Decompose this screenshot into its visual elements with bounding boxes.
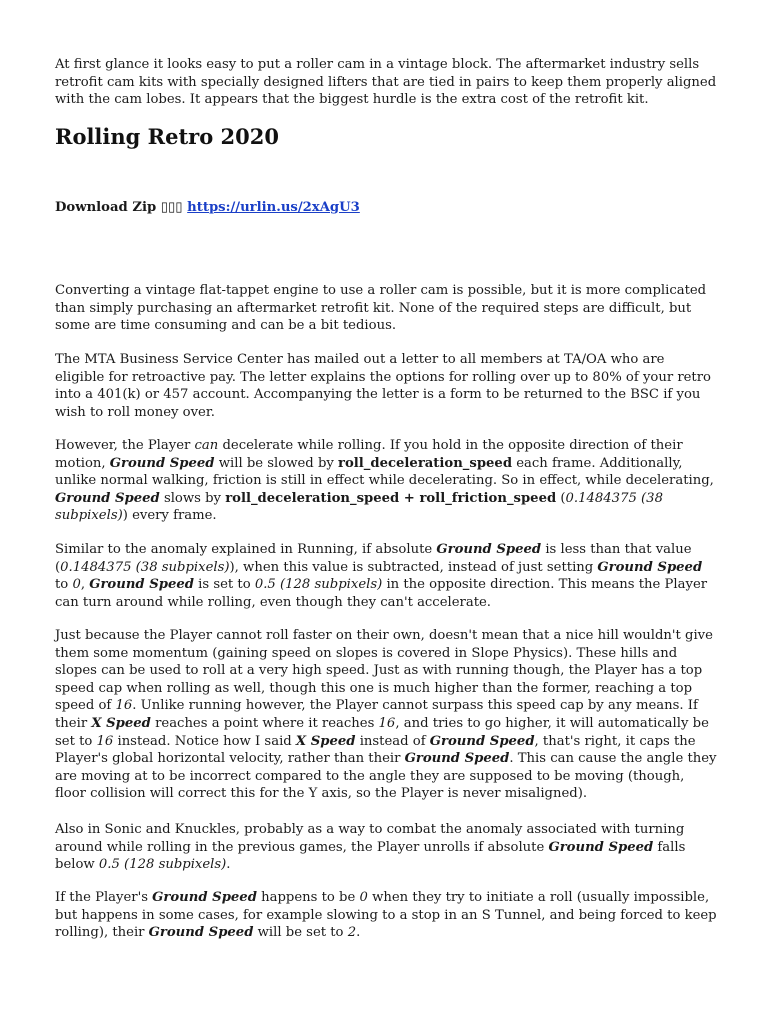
term-ground-speed: Ground Speed [148,925,254,941]
term-ground-speed: Ground Speed [89,577,194,593]
download-link[interactable]: https://urlin.us/2xAgU3 [187,200,360,215]
download-line [55,199,717,217]
paragraph-mta: The MTA Business Service Center has mailed out a letter to all members at TA/OA who are eligible for retroactive pay. The letter explains the options for rolling over up to 80% of your retro into a 401(k) or 457 account. Accompanying the letter is a form to be returned to the BSC if you wish to roll money over. [55,352,711,420]
paragraph-sonic-knuckles: Also in Sonic and Knuckles, probably as a way to combat the anomaly associated with turning around while rolling in the previous games, the Player unrolls if absolute Ground Speed falls below 0.5 (128 subpixels). [55,822,686,873]
paragraph-deceleration: However, the Player can decelerate while rolling. If you hold in the opposite direction of their motion, Ground Speed will be slowed by roll_deceleration_speed each frame. Additionally, unlike normal walking, friction is still in effect while decelerating. So in effect, while decelerating, Ground Speed slows by roll_deceleration_speed + roll_friction_speed (0.1484375 (38 subpixels)) every frame. [55,438,714,524]
term-x-speed: X Speed [91,715,151,731]
term-ground-speed: Ground Speed [548,839,654,855]
term-ground-speed: Ground Speed [109,455,215,471]
paragraph-speed-cap: Just because the Player cannot roll faster on their own, doesn't mean that a nice hill wouldn't give them some momentum (gaining speed on slopes is covered in Slope Physics). These hills and slopes can be used to roll at a very high speed. Just as with running though, the Player has a top speed cap when rolling as well, though this one is much higher than the former, reaching a top speed of 16. Unlike running however, the Player cannot surpass this speed cap by any means. If their X Speed reaches a point where it reaches 16, and tries to go higher, it will automatically be set to 16 instead. Notice how I said X Speed instead of Ground Speed, that's right, it caps the Player's global horizontal velocity, rather than their Ground Speed. This can cause the angle they are moving at to be incorrect compared to the angle they are supposed to be moving (though, floor collision will correct this for the Y axis, so the Player is never misaligned). [55,628,717,802]
download-label: Download Zip [55,200,157,215]
download-glyphs: ▯▯▯ [160,200,183,215]
term-ground-speed: Ground Speed [436,542,542,557]
term-ground-speed: Ground Speed [152,890,257,905]
term-roll-deceleration-speed: roll_deceleration_speed [338,455,513,471]
term-x-speed: X Speed [295,733,356,749]
intro-paragraph: At first glance it looks easy to put a roller cam in a vintage block. The aftermarket industry sells retrofit cam kits with specially designed lifters that are tied in pairs to keep them properly aligned with the cam lobes. It appears that the biggest hurdle is the extra cost of the retrofit kit. [55,57,717,108]
term-ground-speed: Ground Speed [55,490,160,506]
page-title: Rolling Retro 2020 [55,124,279,149]
paragraph-initiate-roll: If the Player's Ground Speed happens to be 0 when they try to initiate a roll (usually impossible, but happens in some cases, for example slowing to a stop in an S Tunnel, and being forced to keep rolling), their Ground Speed will be set to 2. [55,890,717,941]
paragraph-anomaly: Similar to the anomaly explained in Running, if absolute Ground Speed is less than that value (0.1484375 (38 subpixels)), when this value is subtracted, instead of just setting Ground Speed to 0, Ground Speed is set to 0.5 (128 subpixels) in the opposite direction. This means the Player can turn around while rolling, even though they can't accelerate. [55,542,708,610]
paragraph-converting: Converting a vintage flat-tappet engine to use a roller cam is possible, but it is more complicated than simply purchasing an aftermarket retrofit kit. None of the required steps are difficult, but some are time consuming and can be a bit tedious. [55,283,707,334]
term-ground-speed: Ground Speed [404,751,510,767]
term-ground-speed: Ground Speed [429,733,535,749]
term-ground-speed: Ground Speed [597,559,703,575]
term-roll-speed-sum: roll_deceleration_speed + roll_friction_speed [225,490,557,506]
